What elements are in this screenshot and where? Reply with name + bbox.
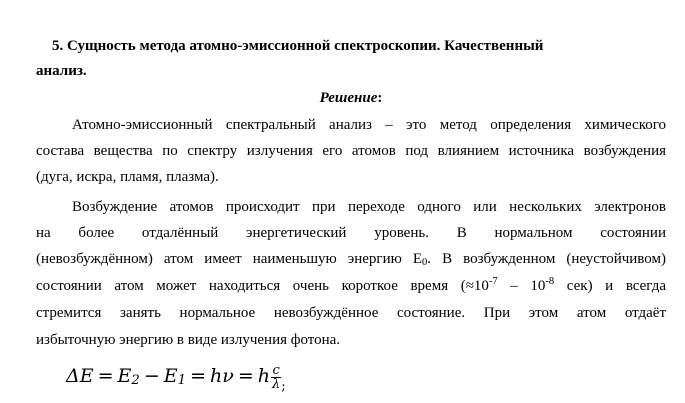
paragraph-2-line-4 [36,276,666,296]
formula-h: h [257,365,271,387]
section-heading-line-1: 5. Сущность метода атомно-эмиссионной спектроскопии. Качественный [52,38,544,54]
p2-l3-text-a: (невозбуждённом) атом имеет наименьшую энергию E [36,251,423,267]
formula-minus: − [143,365,160,387]
formula-denominator: λ [272,376,281,392]
formula-eq-2: = [190,365,207,387]
p2-l3-text-b: . В возбужденном (неустойчивом) [427,251,666,267]
paragraph-2-line-2: на более отдалённый энергетический уровень. В нормальном состоянии [36,225,666,241]
formula-fraction [271,364,281,391]
p2-l4-text-b: – 10 [497,278,546,294]
paragraph-2-line-5: стремится занять нормальное невозбуждённое состояние. При этом атом отдаёт [36,305,666,321]
p2-l4-sup-2: -8 [545,276,555,287]
paragraph-1-line-1: Атомно-эмиссионный спектральный анализ – это метод определения химического [72,117,666,133]
formula-e2-sub: 2 [131,373,140,388]
solution-label [36,88,666,108]
formula-e1-sub: 1 [177,373,187,388]
paragraph-1-line-2: состава вещества по спектру излучения его атомов под влиянием источника возбуждения [36,143,666,159]
formula-semicolon: ; [281,379,286,394]
formula-lhs: ΔE [66,365,94,387]
p2-l4-text-c: сек) и всегда [554,278,667,294]
formula-hnu: hν [210,365,234,387]
formula-e1: E [163,365,178,387]
p2-l4-sup-1: -7 [488,276,498,287]
p2-l3-subscript: 0 [422,257,428,268]
paragraph-2-line-3 [36,249,666,269]
paragraph-1-line-3: (дуга, искра, пламя, плазма). [36,169,219,185]
formula-numerator: c [272,362,280,378]
formula-eq-3: = [237,365,254,387]
solution-label-colon: : [377,90,383,106]
paragraph-2-line-1: Возбуждение атомов происходит при переходе одного или нескольких электронов [72,199,666,215]
formula-eq-1: = [97,365,114,387]
energy-formula [66,363,286,400]
paragraph-2-line-6: избыточную энергию в виде излучения фотона. [36,332,341,348]
solution-label-word: Решение [319,90,378,106]
formula-e2: E [117,365,132,387]
section-heading-line-2: анализ. [36,63,87,79]
p2-l4-text-a: состоянии атом может находиться очень короткое время (≈10 [36,278,489,294]
